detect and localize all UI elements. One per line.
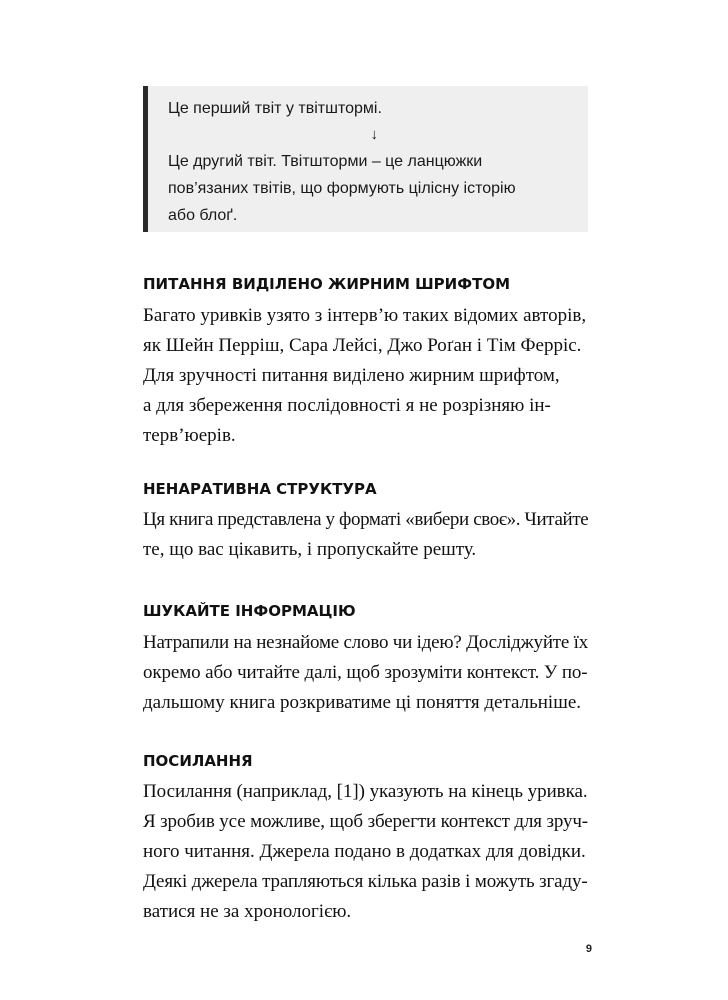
tweetstorm-example-box — [143, 86, 588, 232]
paragraph-line: дальшому книга розкриватиме ці поняття детальніше. — [143, 692, 582, 713]
section-heading: НЕНАРАТИВНА СТРУКТУРА — [143, 480, 377, 498]
page-number: 9 — [585, 943, 592, 955]
second-tweet-line-2: пов’язаних твітів, що формують цілісну історію — [168, 180, 516, 197]
paragraph-line: Для зручності питання виділено жирним шрифтом, — [143, 365, 560, 386]
section-look-up-information — [143, 599, 588, 718]
paragraph-line: як Шейн Перріш, Сара Лейсі, Джо Роґан і Тім Ферріс. — [143, 335, 582, 356]
paragraph-line: Я зробив усе можливе, щоб зберегти контекст для зруч- — [143, 811, 588, 832]
section-heading: ПОСИЛАННЯ — [143, 752, 253, 770]
section-nonnarrative-structure — [143, 477, 588, 565]
paragraph-line: а для збереження послідовності я не розрізняю ін- — [143, 395, 551, 416]
paragraph-line: ного читання. Джерела подано в додатках для довідки. — [143, 841, 586, 862]
paragraph-line: Посилання (наприклад, [1]) указують на кінець уривка. — [143, 781, 588, 802]
paragraph-line: Деякі джерела трапляються кілька разів і можуть згаду- — [143, 871, 588, 892]
paragraph-line: те, що вас цікавить, і пропускайте решту. — [143, 539, 477, 560]
second-tweet-line-1: Це другий твіт. Твітшторми – це ланцюжки — [168, 153, 483, 170]
section-references — [143, 749, 588, 927]
first-tweet-text: Це перший твіт у твітштормі. — [168, 100, 382, 117]
section-paragraph — [143, 628, 588, 718]
section-bold-questions — [143, 272, 588, 451]
paragraph-line: Багато уривків узято з інтерв’ю таких відомих авторів, — [143, 305, 587, 326]
section-heading: ПИТАННЯ ВИДІЛЕНО ЖИРНИМ ШРИФТОМ — [143, 275, 511, 293]
paragraph-line: Ця книга представлена у форматі «вибери своє». Читайте — [143, 509, 589, 530]
paragraph-line: ватися не за хронологією. — [143, 901, 352, 922]
paragraph-line: терв’юерів. — [143, 425, 236, 446]
paragraph-line: Натрапили на незнайоме слово чи ідею? Досліджуйте їх — [143, 632, 589, 653]
section-paragraph — [143, 505, 588, 565]
section-paragraph — [143, 301, 588, 451]
second-tweet-line-3: або блоґ. — [168, 207, 238, 224]
section-heading: ШУКАЙТЕ ІНФОРМАЦІЮ — [143, 602, 356, 620]
arrow-down-icon: ↓ — [370, 126, 378, 143]
section-paragraph — [143, 777, 588, 927]
paragraph-line: окремо або читайте далі, щоб зрозуміти контекст. У по- — [143, 662, 588, 683]
